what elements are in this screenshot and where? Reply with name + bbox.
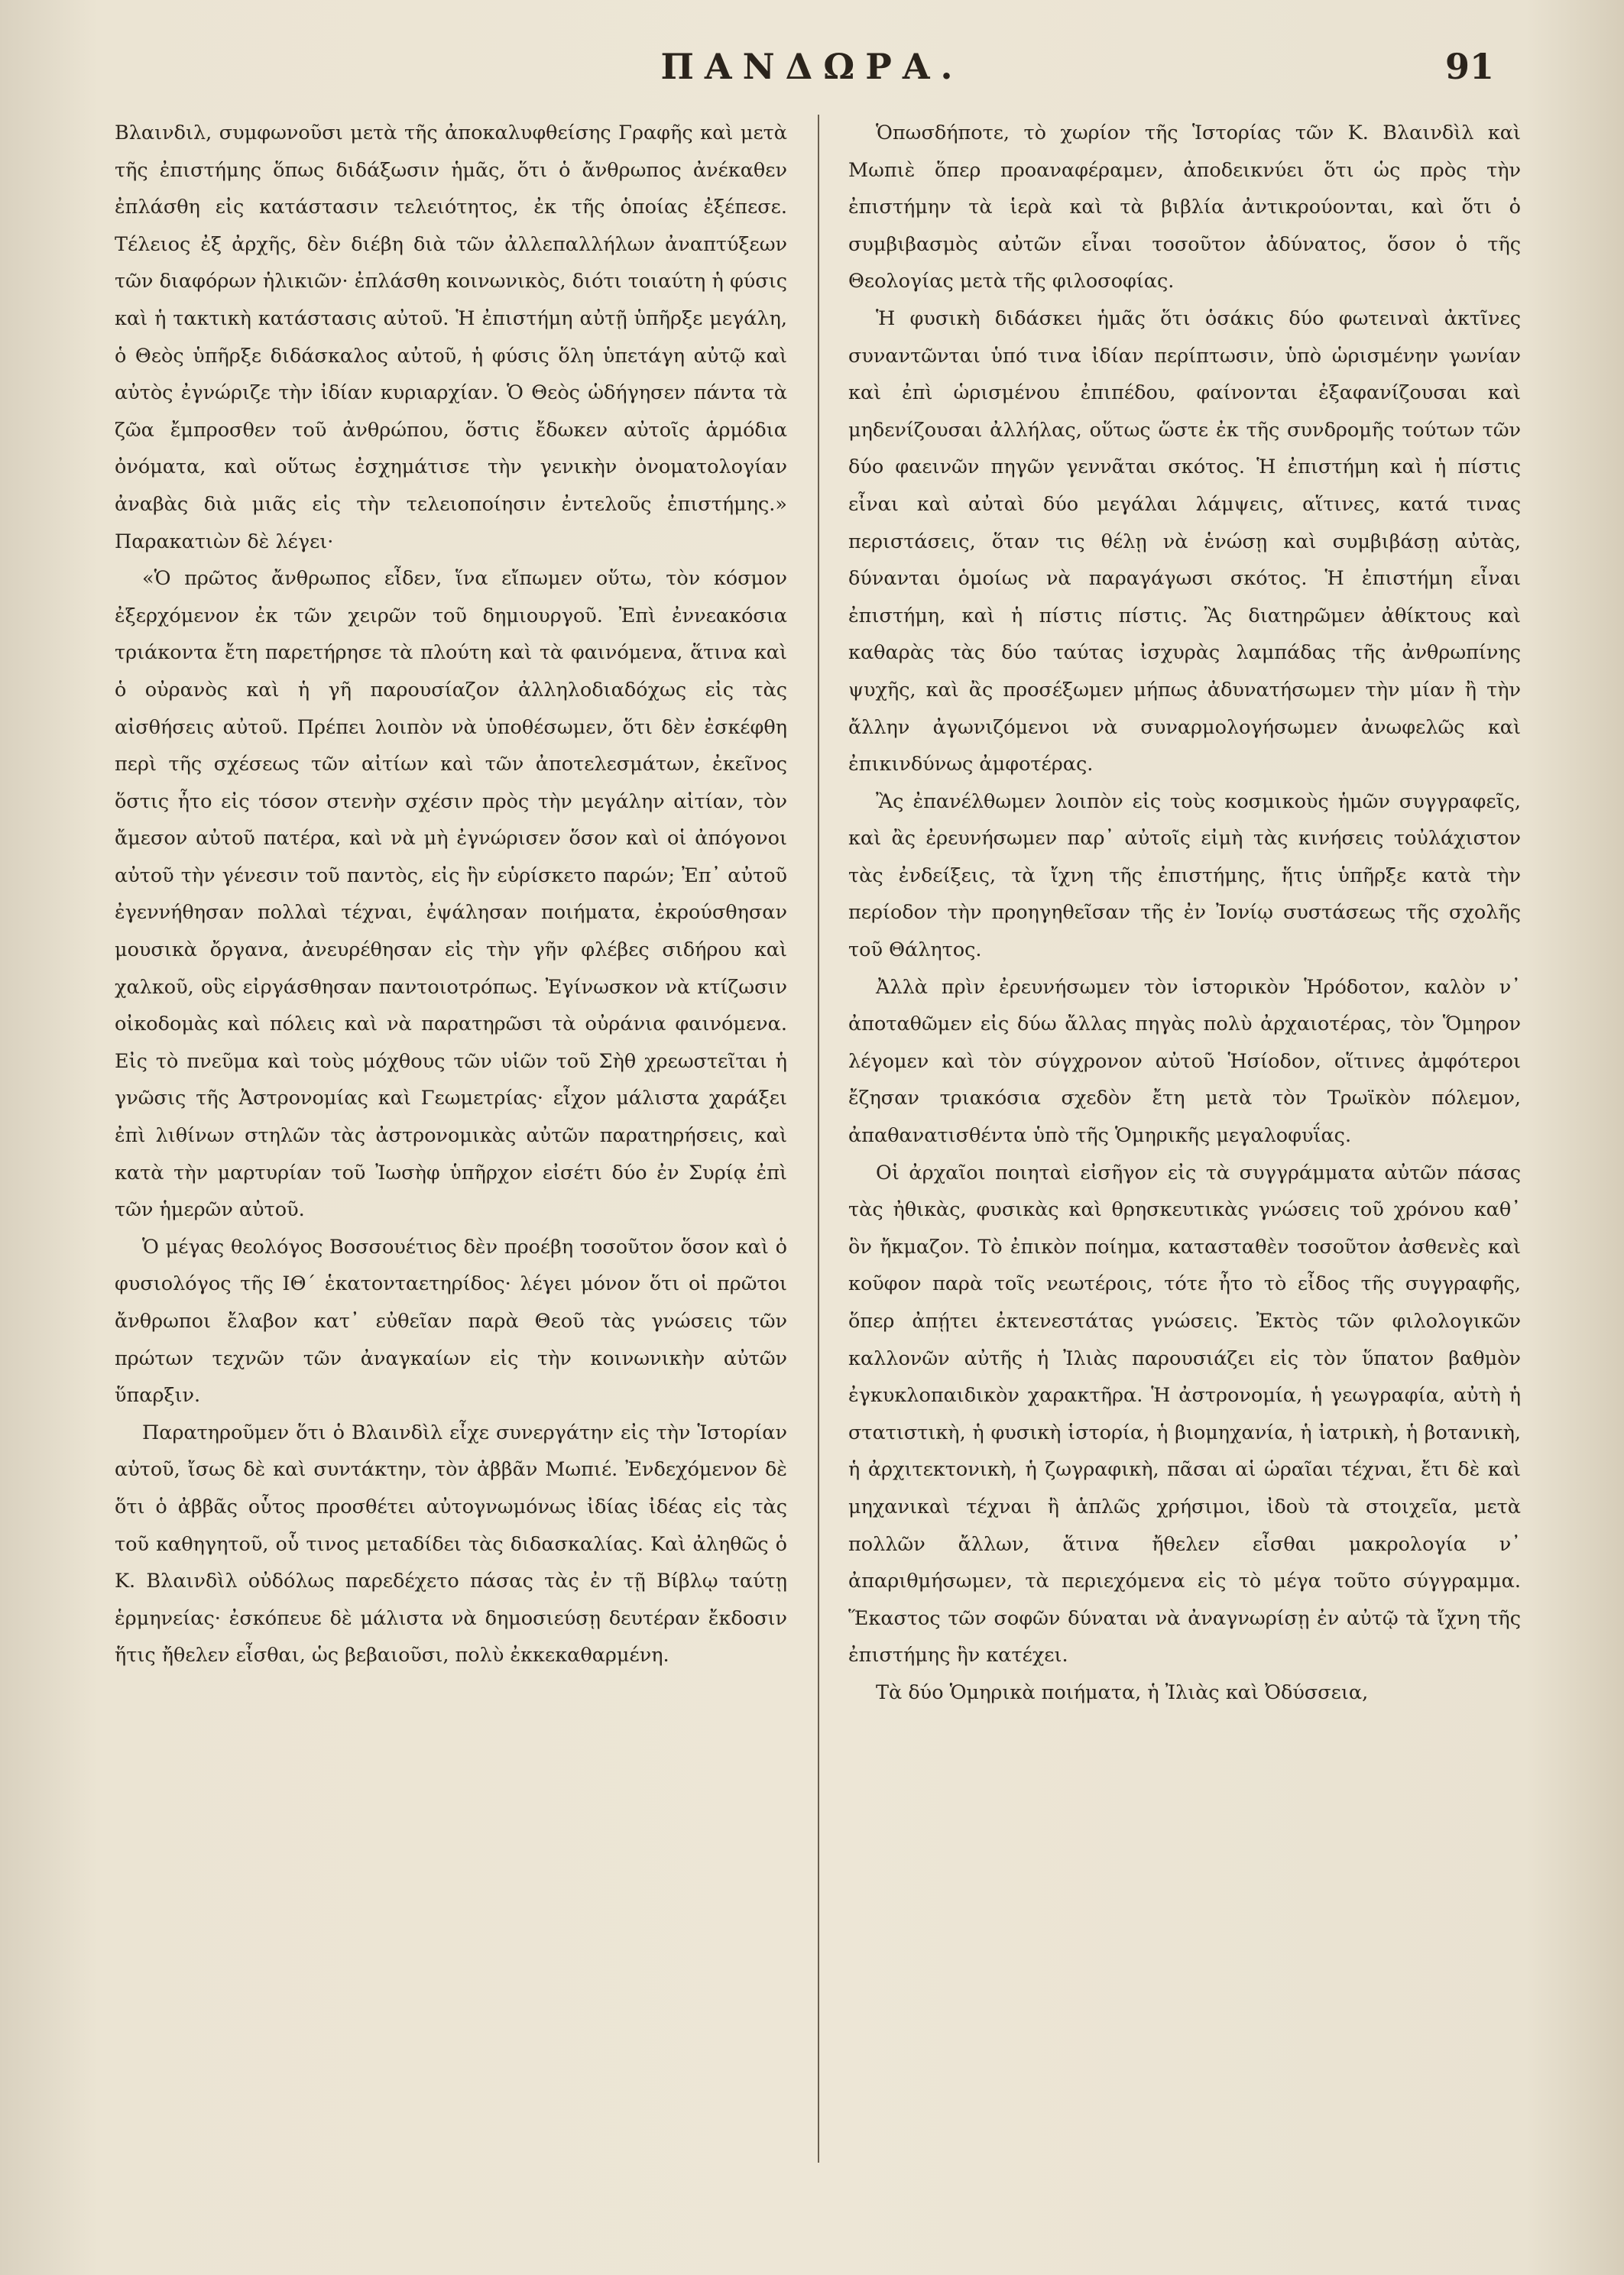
paragraph: Παρατηροῦμεν ὅτι ὁ Βλαινδὶλ εἶχε συνεργάτην εἰς τὴν Ἱστορίαν αὐτοῦ, ἴσως δὲ καὶ συντάκτην, τὸν ἀββᾶν Μωπιέ. Ἐνδεχόμενον δὲ ὅτι ὁ ἀββᾶς οὗτος προσθέτει αὐτογνωμόνως ἰδίας ἰδέας εἰς τὰς τοῦ καθηγητοῦ, οὗ τινος μεταδίδει τὰς διδασκαλίας. Καὶ ἀληθῶς ὁ Κ. Βλαινδὶλ οὐδόλως παρεδέχετο πάσας τὰς ἐν τῇ Βίβλῳ ταύτῃ ἑρμηνείας· ἐσκόπευε δὲ μάλιστα νὰ δημοσιεύσῃ δευτέραν ἔκδοσιν ἥτις ἤθελεν εἶσθαι, ὡς βεβαιοῦσι, πολὺ ἐκκεκαθαρμένη. [115,1421,787,1667]
running-title: ΠΑΝΔΩΡΑ. [660,46,964,87]
page-number: 91 [1444,46,1494,87]
paragraph: Ἂς ἐπανέλθωμεν λοιπὸν εἰς τοὺς κοσμικοὺς ἡμῶν συγγραφεῖς, καὶ ἂς ἐρευνήσωμεν παρ᾽ αὐτοῖς εἰμὴ τὰς κινήσεις τοὐλάχιστον τὰς ἐνδείξεις, τὰ ἴχνη τῆς ἐπιστήμης, ἥτις ὑπῆρξε κατὰ τὴν περίοδον τὴν προηγηθεῖσαν τῆς ἐν Ἰονίῳ συστάσεως τῆς σχολῆς τοῦ Θάλητος. [848,789,1521,962]
paragraph: «Ὁ πρῶτος ἄνθρωπος εἶδεν, ἵνα εἴπωμεν οὕτω, τὸν κόσμον ἐξερχόμενον ἐκ τῶν χειρῶν τοῦ δημιουργοῦ. Ἐπὶ ἐννεακόσια τριάκοντα ἔτη παρετήρησε τὰ πλούτη καὶ τὰ φαινόμενα, ἅτινα καὶ ὁ οὐρανὸς καὶ ἡ γῆ παρουσίαζον ἀλληλοδιαδόχως εἰς τὰς αἰσθήσεις αὐτοῦ. Πρέπει λοιπὸν νὰ ὑποθέσωμεν, ὅτι δὲν ἐσκέφθη περὶ τῆς σχέσεως τῶν αἰτίων καὶ τῶν ἀποτελεσμάτων, ἐκεῖνος ὅστις ἦτο εἰς τόσον στενὴν σχέσιν πρὸς τὴν μεγάλην αἰτίαν, τὸν ἄμεσον αὐτοῦ πατέρα, καὶ νὰ μὴ ἐγνώρισεν ὅσον καὶ οἱ ἀπόγονοι αὐτοῦ τὴν γένεσιν τοῦ παντὸς, εἰς ἣν εὑρίσκετο παρών; Ἐπ᾽ αὐτοῦ ἐγεννήθησαν πολλαὶ τέχναι, ἐψάλησαν ποιήματα, ἐκρούσθησαν μουσικὰ ὄργανα, ἀνευρέθησαν εἰς τὴν γῆν φλέβες σιδήρου καὶ χαλκοῦ, οὓς εἰργάσθησαν παντοιοτρόπως. Ἐγίνωσκον νὰ κτίζωσιν οἰκοδομὰς καὶ πόλεις καὶ νὰ παρατηρῶσι τὰ οὐράνια φαινόμενα. Εἰς τὸ πνεῦμα καὶ τοὺς μόχθους τῶν υἱῶν τοῦ Σὴθ χρεωστεῖται ἡ γνῶσις τῆς Ἀστρονομίας καὶ Γεωμετρίας· εἶχον μάλιστα χαράξει ἐπὶ λιθίνων στηλῶν τὰς ἀστρονομικὰς αὐτῶν παρατηρήσεις, καὶ κατὰ τὴν μαρτυρίαν τοῦ Ἰωσὴφ ὑπῆρχον εἰσέτι δύο ἐν Συρίᾳ ἐπὶ τῶν ἡμερῶν αὐτοῦ. [115,567,787,1222]
column-divider [818,115,819,2163]
paragraph: Ἀλλὰ πρὶν ἐρευνήσωμεν τὸν ἱστορικὸν Ἡρόδοτον, καλὸν ν᾽ ἀποταθῶμεν εἰς δύω ἄλλας πηγὰς πολὺ ἀρχαιοτέρας, τὸν Ὅμηρον λέγομεν καὶ τὸν σύγχρονον αὐτοῦ Ἡσίοδον, οἵτινες ἀμφότεροι ἔζησαν τριακόσια σχεδὸν ἔτη μετὰ τὸν Τρωϊκὸν πόλεμον, ἀπαθανατισθέντα ὑπὸ τῆς Ὁμηρικῆς μεγαλοφυΐας. [848,975,1521,1148]
page-header [130,46,1494,99]
paragraph: Τὰ δύο Ὁμηρικὰ ποιήματα, ἡ Ἰλιὰς καὶ Ὀδύσσεια, [876,1680,1369,1704]
paragraph: Ὁπωσδήποτε, τὸ χωρίον τῆς Ἱστορίας τῶν Κ. Βλαινδὶλ καὶ Μωπιὲ ὅπερ προαναφέραμεν, ἀποδεικνύει ὅτι ὡς πρὸς τὴν ἐπιστήμην τὰ ἱερὰ καὶ τὰ βιβλία ἀντικρούονται, καὶ ὅτι ὁ συμβιβασμὸς αὐτῶν εἶναι τοσοῦτον ἀδύνατος, ὅσον ὁ τῆς Θεολογίας μετὰ τῆς φιλοσοφίας. [848,122,1521,293]
paragraph: Ἡ φυσικὴ διδάσκει ἡμᾶς ὅτι ὁσάκις δύο φωτειναὶ ἀκτῖνες συναντῶνται ὑπό τινα ἰδίαν περίπτωσιν, ὑπὸ ὡρισμένην γωνίαν καὶ ἐπὶ ὡρισμένου ἐπιπέδου, φαίνονται ἐξαφανίζουσαι καὶ μηδενίζουσαι ἀλλήλας, οὕτως ὥστε ἐκ τῆς συνδρομῆς τούτων τῶν δύο φαεινῶν πηγῶν γεννᾶται σκότος. Ἡ ἐπιστήμη καὶ ἡ πίστις εἶναι καὶ αὐταὶ δύο μεγάλαι λάμψεις, αἵτινες, κατά τινας περιστάσεις, ὅταν τις θέλῃ νὰ ἑνώσῃ καὶ συμβιβάσῃ αὐτὰς, δύνανται ὁμοίως νὰ παραγάγωσι σκότος. Ἡ ἐπιστήμη εἶναι ἐπιστήμη, καὶ ἡ πίστις πίστις. Ἂς διατηρῶμεν ἀθίκτους καὶ καθαρὰς τὰς δύο ταύτας ἰσχυρὰς λαμπάδας τῆς ἀνθρωπίνης ψυχῆς, καὶ ἂς προσέξωμεν μήπως ἀδυνατήσωμεν τὴν μίαν ἢ τὴν ἄλλην ἀγωνιζόμενοι νὰ συναρμολογήσωμεν ἀνωφελῶς καὶ ἐπικινδύνως ἀμφοτέρας. [848,306,1521,776]
right-column [848,115,1521,1712]
paragraph: Ὁ μέγας θεολόγος Βοσσουέτιος δὲν προέβη τοσοῦτον ὅσον καὶ ὁ φυσιολόγος τῆς ΙΘ´ ἑκατονταετηρίδος· λέγει μόνον ὅτι οἱ πρῶτοι ἄνθρωποι ἔλαβον κατ᾽ εὐθεῖαν παρὰ Θεοῦ τὰς γνώσεις τῶν πρώτων τεχνῶν τῶν ἀναγκαίων εἰς τὴν κοινωνικὴν αὐτῶν ὕπαρξιν. [115,1235,787,1408]
paragraph: Βλαινδιλ, συμφωνοῦσι μετὰ τῆς ἀποκαλυφθείσης Γραφῆς καὶ μετὰ τῆς ἐπιστήμης ὅπως διδάξωσιν ἡμᾶς, ὅτι ὁ ἄνθρωπος ἀνέκαθεν ἐπλάσθη εἰς κατάστασιν τελειότητος, ἐκ τῆς ὁποίας ἐξέπεσε. Τέλειος ἐξ ἀρχῆς, δὲν διέβη διὰ τῶν ἀλλεπαλλήλων ἀναπτύξεων τῶν διαφόρων ἡλικιῶν· ἐπλάσθη κοινωνικὸς, διότι τοιαύτη ἡ φύσις καὶ ἡ τακτικὴ κατάστασις αὐτοῦ. Ἡ ἐπιστήμη αὐτῇ ὑπῆρξε μεγάλη, ὁ Θεὸς ὑπῆρξε διδάσκαλος αὐτοῦ, ἡ φύσις ὅλη ὑπετάγη αὐτῷ καὶ αὐτὸς ἐγνώριζε τὴν ἰδίαν κυριαρχίαν. Ὁ Θεὸς ὡδήγησεν πάντα τὰ ζῶα ἔμπροσθεν τοῦ ἀνθρώπου, ὅστις ἔδωκεν αὐτοῖς ἁρμόδια ὀνόματα, καὶ οὕτως ἐσχημάτισε τὴν γενικὴν ὀνοματολογίαν ἀναβὰς διὰ μιᾶς εἰς τὴν τελειοποίησιν ἐντελοῦς ἐπιστήμης.» Παρακατιὼν δὲ λέγει· [115,122,787,553]
paragraph: Οἱ ἀρχαῖοι ποιηταὶ εἰσῆγον εἰς τὰ συγγράμματα αὐτῶν πάσας τὰς ἠθικὰς, φυσικὰς καὶ θρησκευτικὰς γνώσεις τοῦ χρόνου καθ᾽ ὃν ἤκμαζον. Τὸ ἐπικὸν ποίημα, κατασταθὲν τοσοῦτον ἀσθενὲς καὶ κοῦφον παρὰ τοῖς νεωτέροις, τότε ἦτο τὸ εἶδος τῆς συγγραφῆς, ὅπερ ἀπῄτει ἐκτενεστάτας γνώσεις. Ἐκτὸς τῶν φιλολογικῶν καλλονῶν αὐτῆς ἡ Ἰλιὰς παρουσιάζει εἰς τὸν ὕπατον βαθμὸν ἐγκυκλοπαιδικὸν χαρακτῆρα. Ἡ ἀστρονομία, ἡ γεωγραφία, αὐτὴ ἡ στατιστικὴ, ἡ φυσικὴ ἱστορία, ἡ βιομηχανία, ἡ ἰατρικὴ, ἡ βοτανικὴ, ἡ ἀρχιτεκτονικὴ, ἡ ζωγραφικὴ, πᾶσαι αἱ ὡραῖαι τέχναι, ἔτι δὲ καὶ μηχανικαὶ τέχναι ἢ ἁπλῶς χρήσιμοι, ἰδοὺ τὰ στοιχεῖα, μετὰ πολλῶν ἄλλων, ἅτινα ἤθελεν εἶσθαι μακρολογία ν᾽ ἀπαριθμήσωμεν, τὰ περιεχόμενα εἰς τὸ μέγα τοῦτο σύγγραμμα. Ἕκαστος τῶν σοφῶν δύναται νὰ ἀναγνωρίσῃ ἐν αὐτῷ τὰ ἴχνη τῆς ἐπιστήμης ἣν κατέχει. [848,1161,1521,1667]
left-column [115,115,787,1674]
